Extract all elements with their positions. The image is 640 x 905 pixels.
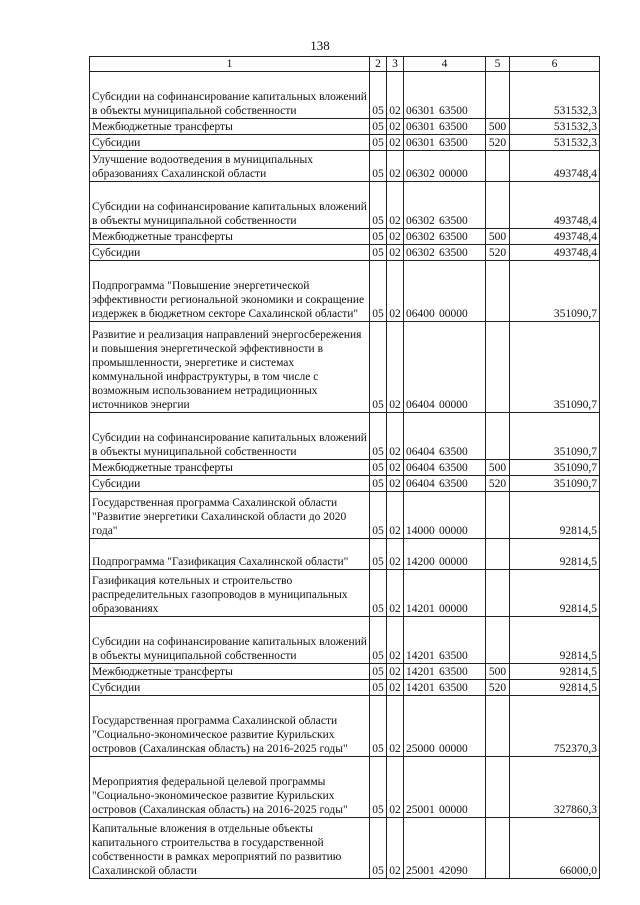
row-target-code <box>404 182 486 229</box>
row-expense-type <box>486 413 510 460</box>
row-name: Субсидии <box>90 135 370 151</box>
row-target-code <box>404 696 486 757</box>
row-section: 05 <box>370 476 387 492</box>
row-program-code: 25001 <box>406 804 435 816</box>
table-row <box>90 680 600 696</box>
row-amount: 493748,4 <box>510 182 600 229</box>
row-name: Улучшение водоотведения в муниципальных образованиях Сахалинской области <box>90 151 370 182</box>
row-target-code <box>404 492 486 539</box>
row-target-code <box>404 757 486 818</box>
row-direction-code: 63500 <box>439 215 468 227</box>
row-subsection: 02 <box>387 135 404 151</box>
row-amount: 92814,5 <box>510 539 600 570</box>
row-amount: 351090,7 <box>510 476 600 492</box>
row-program-code: 06301 <box>406 121 435 133</box>
row-expense-type: 520 <box>486 680 510 696</box>
row-section: 05 <box>370 460 387 476</box>
table-row <box>90 539 600 570</box>
table-row <box>90 229 600 245</box>
row-section: 05 <box>370 696 387 757</box>
row-section: 05 <box>370 539 387 570</box>
row-target-code <box>404 460 486 476</box>
table-row <box>90 818 600 879</box>
row-amount: 752370,3 <box>510 696 600 757</box>
table-row <box>90 413 600 460</box>
table-row <box>90 696 600 757</box>
table-row <box>90 182 600 229</box>
row-direction-code: 00000 <box>439 556 468 568</box>
row-section: 05 <box>370 680 387 696</box>
table-header-row <box>90 57 600 72</box>
row-target-code <box>404 229 486 245</box>
row-direction-code: 00000 <box>439 308 468 320</box>
row-target-code <box>404 261 486 322</box>
row-program-code: 14000 <box>406 525 435 537</box>
row-target-code <box>404 135 486 151</box>
table-row <box>90 261 600 322</box>
row-section: 05 <box>370 818 387 879</box>
table-row <box>90 119 600 135</box>
table-row <box>90 664 600 680</box>
row-amount: 493748,4 <box>510 229 600 245</box>
row-amount: 92814,5 <box>510 570 600 617</box>
row-amount: 66000,0 <box>510 818 600 879</box>
row-amount: 351090,7 <box>510 322 600 413</box>
row-name: Межбюджетные трансферты <box>90 460 370 476</box>
row-direction-code: 00000 <box>439 168 468 180</box>
row-amount: 493748,4 <box>510 245 600 261</box>
row-direction-code: 00000 <box>439 804 468 816</box>
row-name: Газификация котельных и строительство распределительных газопроводов в муниципальных образованиях <box>90 570 370 617</box>
row-program-code: 06404 <box>406 446 435 458</box>
row-name: Капитальные вложения в отдельные объекты капитального строительства в государственной собственности в рамках мероприятий по развитию Сахалинской области <box>90 818 370 879</box>
row-target-code <box>404 72 486 119</box>
row-target-code <box>404 476 486 492</box>
row-target-code <box>404 570 486 617</box>
table-row <box>90 245 600 261</box>
row-expense-type <box>486 696 510 757</box>
row-amount: 493748,4 <box>510 151 600 182</box>
table-row <box>90 570 600 617</box>
row-expense-type: 520 <box>486 245 510 261</box>
header-col-4: 4 <box>404 57 486 72</box>
row-amount: 92814,5 <box>510 664 600 680</box>
row-target-code <box>404 413 486 460</box>
table-row <box>90 72 600 119</box>
row-expense-type <box>486 818 510 879</box>
row-expense-type <box>486 261 510 322</box>
row-subsection: 02 <box>387 570 404 617</box>
row-amount: 92814,5 <box>510 617 600 664</box>
header-col-1: 1 <box>90 57 370 72</box>
row-direction-code: 42090 <box>439 865 468 877</box>
row-subsection: 02 <box>387 119 404 135</box>
row-section: 05 <box>370 135 387 151</box>
row-target-code <box>404 151 486 182</box>
row-amount: 531532,3 <box>510 119 600 135</box>
row-direction-code: 00000 <box>439 399 468 411</box>
row-direction-code: 63500 <box>439 105 468 117</box>
row-name: Государственная программа Сахалинской области "Социально-экономическое развитие Курильских островов (Сахалинская область) на 2016-2025 годы" <box>90 696 370 757</box>
row-direction-code: 63500 <box>439 682 468 694</box>
row-section: 05 <box>370 182 387 229</box>
row-expense-type: 500 <box>486 229 510 245</box>
page-number: 138 <box>310 38 330 53</box>
row-subsection: 02 <box>387 617 404 664</box>
row-expense-type <box>486 182 510 229</box>
row-program-code: 06404 <box>406 462 435 474</box>
row-direction-code: 63500 <box>439 478 468 490</box>
row-name: Подпрограмма "Повышение энергетической эффективности региональной экономики и сокращение издержек в бюджетном секторе Сахалинской области" <box>90 261 370 322</box>
row-program-code: 25001 <box>406 865 435 877</box>
row-target-code <box>404 818 486 879</box>
row-subsection: 02 <box>387 413 404 460</box>
header-col-2: 2 <box>370 57 387 72</box>
row-section: 05 <box>370 229 387 245</box>
row-name: Субсидии на софинансирование капитальных вложений в объекты муниципальной собственности <box>90 617 370 664</box>
row-subsection: 02 <box>387 229 404 245</box>
row-target-code <box>404 617 486 664</box>
row-amount: 351090,7 <box>510 261 600 322</box>
row-expense-type <box>486 492 510 539</box>
row-subsection: 02 <box>387 476 404 492</box>
row-expense-type: 520 <box>486 135 510 151</box>
row-direction-code: 63500 <box>439 462 468 474</box>
row-subsection: 02 <box>387 757 404 818</box>
row-program-code: 06404 <box>406 399 435 411</box>
row-program-code: 06301 <box>406 105 435 117</box>
row-program-code: 06302 <box>406 231 435 243</box>
row-section: 05 <box>370 72 387 119</box>
row-subsection: 02 <box>387 539 404 570</box>
table-row <box>90 460 600 476</box>
row-amount: 351090,7 <box>510 460 600 476</box>
row-amount: 327860,3 <box>510 757 600 818</box>
row-target-code <box>404 119 486 135</box>
table-row <box>90 492 600 539</box>
row-direction-code: 00000 <box>439 603 468 615</box>
row-expense-type <box>486 151 510 182</box>
row-expense-type: 520 <box>486 476 510 492</box>
row-direction-code: 63500 <box>439 650 468 662</box>
row-program-code: 14200 <box>406 556 435 568</box>
row-program-code: 25000 <box>406 743 435 755</box>
row-direction-code: 63500 <box>439 446 468 458</box>
row-direction-code: 63500 <box>439 137 468 149</box>
row-subsection: 02 <box>387 322 404 413</box>
header-col-6: 6 <box>510 57 600 72</box>
header-col-3: 3 <box>387 57 404 72</box>
table-row <box>90 151 600 182</box>
row-name: Субсидии на софинансирование капитальных вложений в объекты муниципальной собственности <box>90 413 370 460</box>
row-amount: 531532,3 <box>510 72 600 119</box>
row-amount: 531532,3 <box>510 135 600 151</box>
row-section: 05 <box>370 664 387 680</box>
row-program-code: 06302 <box>406 168 435 180</box>
row-amount: 92814,5 <box>510 680 600 696</box>
row-subsection: 02 <box>387 72 404 119</box>
row-section: 05 <box>370 261 387 322</box>
table-row <box>90 135 600 151</box>
row-expense-type <box>486 617 510 664</box>
row-expense-type: 500 <box>486 460 510 476</box>
row-expense-type: 500 <box>486 664 510 680</box>
row-subsection: 02 <box>387 696 404 757</box>
row-name: Межбюджетные трансферты <box>90 119 370 135</box>
row-direction-code: 63500 <box>439 666 468 678</box>
row-target-code <box>404 539 486 570</box>
row-subsection: 02 <box>387 261 404 322</box>
table-row <box>90 617 600 664</box>
row-expense-type <box>486 757 510 818</box>
row-subsection: 02 <box>387 245 404 261</box>
row-name: Мероприятия федеральной целевой программы "Социально-экономическое развитие Курильских островов (Сахалинская область) на 2016-2025 годы" <box>90 757 370 818</box>
row-expense-type <box>486 539 510 570</box>
row-program-code: 06302 <box>406 215 435 227</box>
row-subsection: 02 <box>387 680 404 696</box>
row-expense-type <box>486 72 510 119</box>
row-target-code <box>404 322 486 413</box>
row-section: 05 <box>370 570 387 617</box>
row-expense-type <box>486 570 510 617</box>
row-program-code: 06301 <box>406 137 435 149</box>
row-direction-code: 63500 <box>439 247 468 259</box>
row-section: 05 <box>370 245 387 261</box>
row-program-code: 06404 <box>406 478 435 490</box>
row-program-code: 06302 <box>406 247 435 259</box>
row-direction-code: 00000 <box>439 525 468 537</box>
row-name: Государственная программа Сахалинской области "Развитие энергетики Сахалинской области до 2020 года" <box>90 492 370 539</box>
row-program-code: 14201 <box>406 682 435 694</box>
row-name: Субсидии на софинансирование капитальных вложений в объекты муниципальной собственности <box>90 72 370 119</box>
budget-table-body <box>90 57 600 879</box>
row-section: 05 <box>370 151 387 182</box>
row-name: Развитие и реализация направлений энергосбережения и повышения энергетической эффективности в промышленности, энергетике и системах коммунальной инфраструктуры, в том числе с возможным использованием нетрадиционных источников энергии <box>90 322 370 413</box>
row-subsection: 02 <box>387 151 404 182</box>
table-row <box>90 322 600 413</box>
row-direction-code: 63500 <box>439 121 468 133</box>
budget-table <box>89 56 600 879</box>
row-subsection: 02 <box>387 664 404 680</box>
row-name: Субсидии <box>90 245 370 261</box>
row-target-code <box>404 664 486 680</box>
row-name: Межбюджетные трансферты <box>90 664 370 680</box>
row-name: Субсидии <box>90 680 370 696</box>
row-name: Межбюджетные трансферты <box>90 229 370 245</box>
row-subsection: 02 <box>387 492 404 539</box>
row-section: 05 <box>370 322 387 413</box>
row-name: Подпрограмма "Газификация Сахалинской области" <box>90 539 370 570</box>
row-name: Субсидии на софинансирование капитальных вложений в объекты муниципальной собственности <box>90 182 370 229</box>
row-section: 05 <box>370 757 387 818</box>
row-amount: 92814,5 <box>510 492 600 539</box>
row-section: 05 <box>370 413 387 460</box>
row-section: 05 <box>370 492 387 539</box>
row-subsection: 02 <box>387 182 404 229</box>
table-row <box>90 757 600 818</box>
row-section: 05 <box>370 617 387 664</box>
row-subsection: 02 <box>387 460 404 476</box>
row-target-code <box>404 245 486 261</box>
row-direction-code: 00000 <box>439 743 468 755</box>
row-direction-code: 63500 <box>439 231 468 243</box>
row-subsection: 02 <box>387 818 404 879</box>
row-program-code: 06400 <box>406 308 435 320</box>
row-program-code: 14201 <box>406 666 435 678</box>
header-col-5: 5 <box>486 57 510 72</box>
row-program-code: 14201 <box>406 650 435 662</box>
row-target-code <box>404 680 486 696</box>
row-program-code: 14201 <box>406 603 435 615</box>
table-row <box>90 476 600 492</box>
row-name: Субсидии <box>90 476 370 492</box>
row-section: 05 <box>370 119 387 135</box>
row-expense-type: 500 <box>486 119 510 135</box>
row-expense-type <box>486 322 510 413</box>
row-amount: 351090,7 <box>510 413 600 460</box>
